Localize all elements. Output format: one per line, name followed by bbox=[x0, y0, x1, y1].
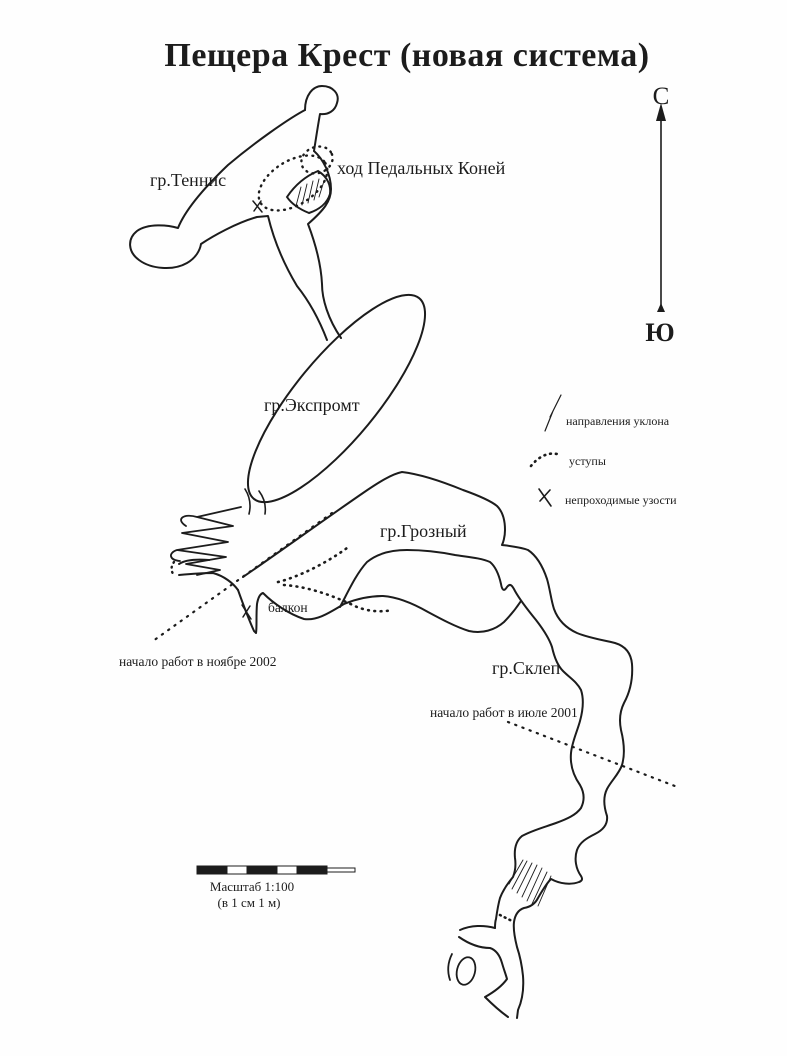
label-sklep: гр.Склеп bbox=[492, 658, 561, 678]
label-balcony: балкон bbox=[268, 600, 308, 615]
compass-arrow bbox=[656, 103, 666, 312]
survey-line-2002 bbox=[153, 513, 332, 641]
label-pedal-horses: ход Педальных Коней bbox=[337, 158, 506, 178]
scale-subtitle: (в 1 см 1 м) bbox=[217, 895, 281, 910]
lower-narrow-dots bbox=[500, 915, 512, 921]
label-expromt: гр.Экспромт bbox=[264, 395, 360, 415]
balcony-ledge-upper-dots bbox=[278, 548, 347, 582]
grozny-north-east-wall bbox=[243, 472, 632, 1018]
pedal-horses-dotted-oval-small bbox=[297, 142, 336, 178]
compass-south-label: Ю bbox=[645, 318, 675, 347]
annotation-work-2001: начало работ в июле 2001 bbox=[430, 705, 578, 720]
annotation-work-2002: начало работ в ноябре 2002 bbox=[119, 654, 277, 669]
legend-x-symbol bbox=[539, 489, 551, 506]
legend-label-ledges: уступы bbox=[569, 454, 606, 468]
x-mark-balcony-notch bbox=[242, 605, 251, 619]
grozny-south-sklep-west-wall bbox=[340, 550, 584, 928]
tennis-gallery-wall bbox=[130, 110, 327, 340]
label-tennis: гр.Теннис bbox=[150, 170, 227, 190]
entrance-knob-wall bbox=[305, 86, 338, 151]
legend-symbols bbox=[531, 395, 561, 506]
bottom-island-side-stroke bbox=[448, 954, 452, 980]
compass-base-tick bbox=[657, 303, 665, 312]
label-grozny: гр.Грозный bbox=[380, 521, 467, 541]
cave-outlines bbox=[130, 86, 632, 1018]
scale-bar bbox=[197, 866, 355, 874]
legend-ledge-symbol bbox=[531, 454, 557, 466]
survey-line-2001 bbox=[508, 722, 680, 788]
bottom-island-pillar bbox=[454, 955, 478, 987]
legend-label-narrows: непроходимые узости bbox=[565, 493, 677, 507]
x-mark-tennis-junction bbox=[253, 201, 262, 212]
legend-slope-symbol bbox=[545, 395, 561, 431]
scale-title: Масштаб 1:100 bbox=[209, 879, 295, 894]
map-title: Пещера Крест (новая система) bbox=[164, 37, 650, 74]
switchback-scribble bbox=[171, 507, 241, 575]
bottom-nw-prong-upper bbox=[460, 926, 495, 930]
compass-north-label: С bbox=[652, 83, 670, 110]
bottom-nw-prong-lower-stem bbox=[459, 937, 508, 1017]
finger-dotted-cap bbox=[172, 562, 174, 574]
legend-label-slope: направления уклона bbox=[566, 414, 670, 428]
